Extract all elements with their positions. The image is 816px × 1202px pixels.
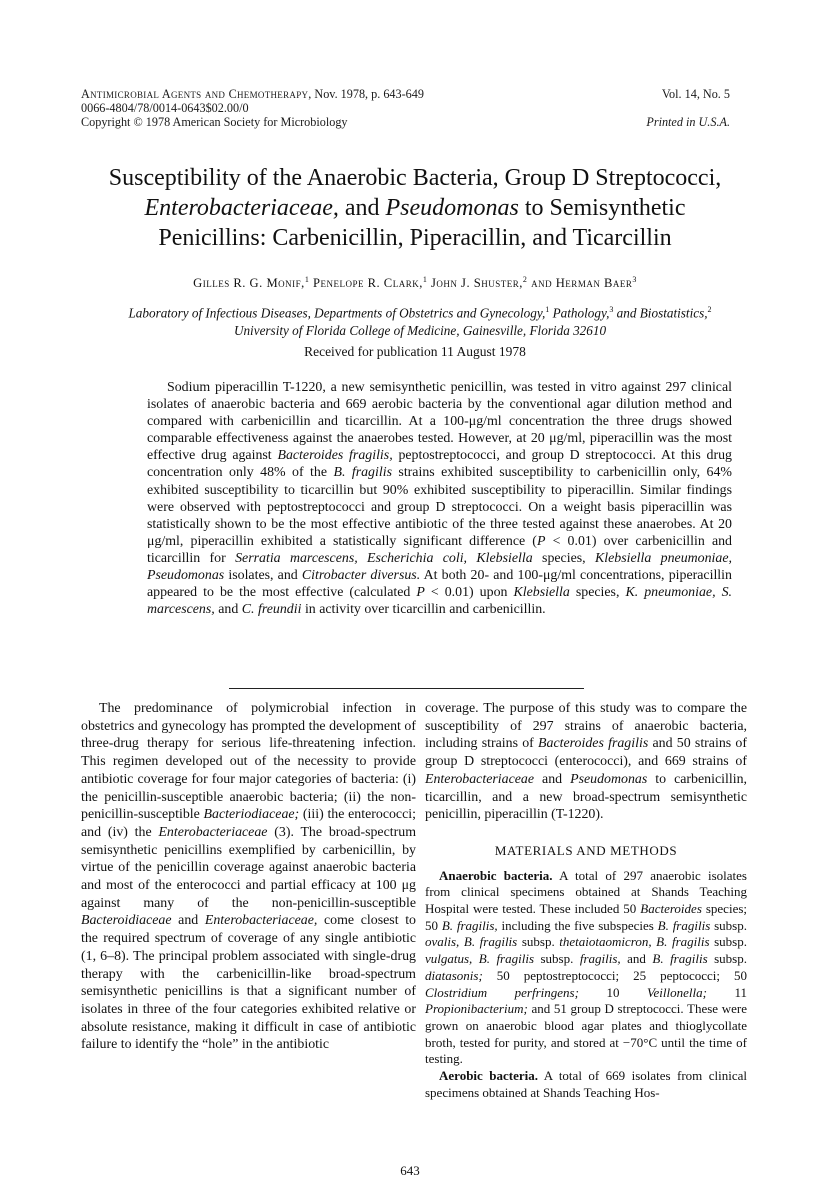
header-right xyxy=(510,87,730,129)
anaerobic-bacteria-paragraph: Anaerobic bacteria. A total of 297 anaerobic isolates from clinical specimens obtained at Shands Teaching Hospital were tested. These included 50 Bacteroides species; 50 B. fragilis, including the five subspecies B. fragilis subsp. ovalis, B. fragilis subsp. thetaiotaomicron, B. fragilis subsp. vulgatus, B. fragilis subsp. fragilis, and B. fragilis subsp. diatasonis; 50 peptostreptococci; 25 peptococci; 50 Clostridium perfringens; 10 Veillonella; 11 Propionibacterium; and 51 group D streptococci. These were grown on anaerobic blood agar plates and thioglycollate broth, tested for purity, and stored at −70°C until the time of testing. xyxy=(425,867,748,1067)
divider-rule xyxy=(229,688,584,689)
right-column xyxy=(425,700,747,1101)
intro-continuation: coverage. The purpose of this study was to compare the susceptibility of 297 strains of anaerobic bacteria, including strains of Bacteroides fragilis and 50 strains of group D streptococci (enterococci), and 669 strains of Enterobacteriaceae and Pseudomonas to carbenicillin, ticarcillin, and a new broad-spectrum semisynthetic penicillin, piperacillin (T-1220). xyxy=(425,701,747,823)
affiliation: Laboratory of Infectious Diseases, Departments of Obstetrics and Gynecology,$^1$ Pathology,$^3$ and Biostatistics,$^2$ University of Florida College of Medicine, Gainesville, Florida 32610 xyxy=(128,305,712,338)
issue-info: Nov. 1978, p. 643-649 xyxy=(314,87,424,101)
intro-paragraph: The predominance of polymicrobial infection in obstetrics and gynecology has prompted the development of three-drug therapy for serious life-threatening infection. This regimen developed out of the necessity to provide antibiotic coverage for four major categories of bacteria: (i) the penicillin-susceptible anaerobic bacteria; (ii) the non-penicillin-susceptible Bacteriodiaceae; (iii) the enterococci; and (iv) the Enterobacteriaceae (3). The broad-spectrum semisynthetic penicillins exemplified by carbenicillin, by virtue of the penicillin coverage against anaerobic bacteria and most of the enterococci and partial efficacy at 100 μg against many of the non-penicillin-susceptible Bacteroidiaceae and Enterobacteriaceae, come closest to the required spectrum of coverage of any single antibiotic (1, 6–8). The principal problem associated with single-drug therapy with the carbenicillin-like broad-spectrum semisynthetic penicillins is that a significant number of isolates in three of the four categories exhibited relative or absolute resistance, making it difficult in case of antibiotic failure to identify the “hole” in the antibiotic xyxy=(81,701,416,1053)
abstract: Sodium piperacillin T-1220, a new semisynthetic penicillin, was tested in vitro against 297 clinical isolates of anaerobic bacteria and 669 aerobic bacteria by the conventional agar dilution method and compared with carbenicillin and ticarcillin. At a 100-μg/ml concentration the three drugs showed comparable effectiveness against the anaerobes tested. However, at 20 μg/ml, piperacillin was the most effective drug against Bacteroides fragilis, peptostreptococci, and group D streptococci. At this drug concentration only 48% of the B. fragilis strains exhibited susceptibility to carbenicillin only, 64% exhibited susceptibility to ticarcillin but 90% exhibited susceptibility to piperacillin. Similar findings were observed with peptostreptococci and group D streptococci. On a weight basis piperacillin was statistically shown to be the most effective antibiotic of the three tested against these anaerobes. At 20 μg/ml, piperacillin exhibited a statistically significant difference (P < 0.01) over carbenicillin and ticarcillin for Serratia marcescens, Escherichia coli, Klebsiella species, Klebsiella pneumoniae, Pseudomonas isolates, and Citrobacter diversus. At both 20- and 100-μg/ml concentrations, piperacillin appeared to be the most effective (calculated P < 0.01) upon Klebsiella species, K. pneumoniae, S. marcescens, and C. freundii in activity over ticarcillin and carbenicillin. xyxy=(147,380,733,618)
page-number: 643 xyxy=(400,1163,420,1178)
aerobic-bacteria-paragraph: Aerobic bacteria. A total of 669 isolates from clinical specimens obtained at Shands Teaching Hos- xyxy=(425,1068,747,1100)
journal-name: Antimicrobial Agents and Chemotherapy xyxy=(81,87,309,101)
article-title: Susceptibility of the Anaerobic Bacteria, Group D Streptococci, Enterobacteriaceae, and Pseudomonas to Semisynthetic Penicillins: Carbenicillin, Piperacillin, and Ticarcillin xyxy=(108,165,722,251)
author-list: Gilles R. G. Monif,$^1$ Penelope R. Clark,$^1$ John J. Shuster,$^2$ and Herman Baer$^3$ xyxy=(193,275,637,290)
volume-info: Vol. 14, No. 5 xyxy=(661,87,730,101)
header-left: Antimicrobial Agents and Chemotherapy, Nov. 1978, p. 643-649 0066-4804/78/0014-0643$02.00/0 Copyright © 1978 American Society for Microbiology xyxy=(81,87,601,129)
section-heading-methods: MATERIALS AND METHODS xyxy=(494,842,678,858)
left-column xyxy=(81,700,416,1054)
printed-in: Printed in U.S.A. xyxy=(646,115,730,129)
article-code: 0066-4804/78/0014-0643$02.00/0 xyxy=(81,101,249,115)
copyright: Copyright © 1978 American Society for Microbiology xyxy=(81,115,348,129)
received-date: Received for publication 11 August 1978 xyxy=(304,344,526,359)
